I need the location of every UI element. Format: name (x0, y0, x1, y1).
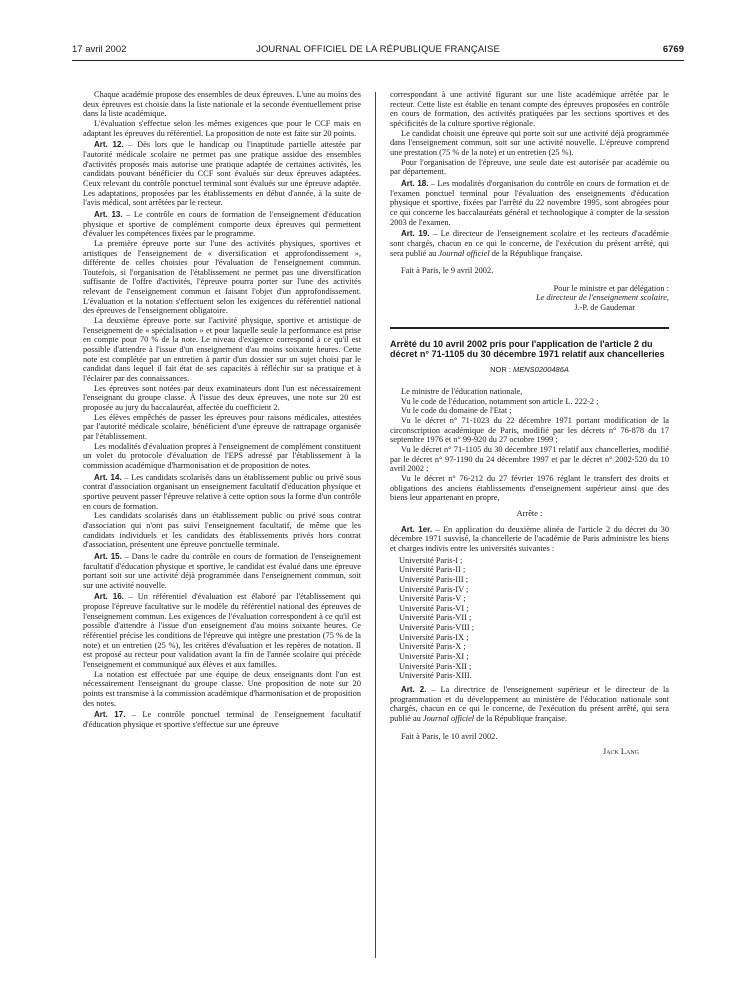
signature-minister: Jack Lang (602, 747, 639, 757)
page-number: 6769 (662, 44, 684, 55)
paragraph: Les élèves empêchés de passer les épreuves pour raisons médicales, attestées par l'autorité médicale scolaire, bénéficient d'une épreuve de rattrapage organisée par l'établissement. (83, 412, 361, 441)
list-item: Université Paris-I ; (399, 555, 463, 565)
article-14 (83, 473, 361, 512)
visa: Vu le code du domaine de l'Etat ; (401, 406, 512, 416)
paragraph: Pour l'organisation de l'épreuve, une seule date est autorisée par académie ou par département. (390, 157, 669, 177)
signature-delegation: Pour le ministre et par délégation : (553, 283, 669, 293)
header-date: 17 avril 2002 (72, 44, 127, 55)
article-1 (390, 525, 669, 554)
article-2 (390, 685, 669, 724)
nor-label: NOR : (490, 365, 514, 375)
page-header (72, 44, 684, 58)
journal-name: Journal officiel (422, 714, 475, 724)
header-rule (72, 60, 684, 61)
list-item: Université Paris-XI ; (399, 652, 469, 662)
signature-role: Le directeur de l'enseignement scolaire, (535, 293, 669, 303)
paragraph: La deuxième épreuve porte sur l'activité physique, sportive et artistique de l'enseignement de « spécialisation » et pour laquelle seule la performance est prise en compte pour 70 % de la note. Le niveau d'exigence correspond à ce qu'il est possible d'attendre à l'issue d'un enseignement d'au moins soixante heures. Cette note est complétée par un entretien à partir d'un dossier sur un sujet choisi par le candidat dans lequel il fait état de ses capacités à réfléchir sur sa pratique et à l'éclairer par des connaissances. (83, 316, 361, 384)
list-item: Université Paris-VIII ; (399, 623, 475, 633)
visa: Vu le décret n° 76-212 du 27 février 1976 réglant le transfert des droits et obligations des anciens établissements d'enseignement supérieur ainsi que des biens leur appartenant en propre, (390, 473, 669, 503)
paragraph: Les candidats scolarisés dans un établissement public ou privé sous contrat d'association qui n'ont pas suivi l'enseignement facultatif, de même que les candidats individuels et les candidats des établissements privés hors contrat d'association, présentent une épreuve ponctuelle terminale. (83, 511, 361, 550)
article-label: Art. 16. (94, 592, 124, 602)
article-15 (83, 552, 361, 591)
paragraph: La première épreuve porte sur l'une des activités physiques, sportives et artistiques de l'enseignement de « diversification et approfondissement », différente de celles choisies pour l'évaluation de l'enseignement commun. Toutefois, si l'organisation de l'établissement ne permet pas une diversification suffisante de l'offre d'activités, l'épreuve pourra porter sur l'une des activités relevant de l'enseignement commun et faisant l'objet d'un approfondissement. L'évaluation et la notation s'effectuent selon les exigences du référentiel national des épreuves de l'enseignement obligatoire. (83, 238, 361, 316)
list-item: Université Paris-X ; (399, 642, 466, 652)
article-text: – Les modalités d'organisation du contrôle en cours de formation et de l'examen ponctuel terminal pour l'évaluation des enseignements d'éducation physique et sportive, fixées par l'arrêté du 22 novembre 1995, sont abrogées pour ce qui concerne les baccalauréats général et technologique à compter de la session 2003 de l'examen. (390, 178, 669, 227)
article-text: – Le contrôle ponctuel terminal de l'enseignement facultatif d'éducation physique et sportive s'effectue sur une épreuve (83, 710, 361, 729)
article-label: Art. 1er. (401, 524, 433, 534)
list-item: Université Paris-VI ; (399, 603, 469, 613)
article-label: Art. 14. (94, 472, 122, 482)
list-item: Université Paris-IV ; (399, 584, 469, 594)
list-item: Université Paris-VII ; (399, 613, 472, 623)
paragraph: La notation est effectuée par une équipe de deux enseignants dont l'un est nécessairement l'enseignant du groupe classe. Une proposition de note sur 20 points est transmise à la commission académique d'harmonisation et de proposition des notes. (83, 669, 361, 708)
paragraph: Les épreuves sont notées par deux examinateurs dont l'un est nécessairement l'enseignant du groupe classe. À l'issue des deux épreuves, une note sur 20 est proposée au jury du baccalauréat, affectée du coefficient 2. (83, 383, 361, 412)
decree-title: Arrêté du 10 avril 2002 pris pour l'application de l'article 2 du décret n° 71-1105 du 30 décembre 1971 relatif aux chancelleries (390, 338, 665, 360)
paragraph: L'évaluation s'effectue selon les mêmes exigences que pour le CCF mais en adaptant les épreuves du référentiel. La proposition de note est faite sur 20 points. (83, 118, 361, 138)
article-text: – En application du deuxième alinéa de l'article 2 du décret du 30 décembre 1971 susvisé, la chancellerie de l'académie de Paris administre les biens et charges indivis entre les universités suivantes : (390, 524, 669, 553)
university-list (390, 556, 669, 682)
paragraph: Les modalités d'évaluation propres à l'enseignement de complément constituent un volet du protocole d'évaluation de l'EPS adressé par l'établissement à la commission académique d'harmonisation et de proposition de notes. (83, 441, 361, 470)
article-text: – Dès lors que le handicap ou l'inaptitude partielle attestée par l'autorité médicale scolaire ne permet pas une pratique assidue des ensembles d'activités proposés mais autorise une pratique adaptée de certaines activités, les candidats pouvant bénéficier du CCF sont évalués sur deux épreuves adaptées. Ceux relevant du contrôle ponctuel terminal sont évalués sur une épreuve adaptée. Les adaptations, proposées par les établissements en début d'année, à la suite de l'avis médical, sont arrêtées par le recteur. (83, 140, 362, 208)
article-label: Art. 17. (94, 710, 126, 720)
list-item: Université Paris-XII ; (399, 661, 472, 671)
paragraph: Chaque académie propose des ensembles de deux épreuves. L'une au moins des deux épreuves est choisie dans la liste nationale et la seconde éventuellement prise dans la liste académique. (83, 90, 361, 119)
paragraph: Le candidat choisit une épreuve qui porte soit sur une activité déjà programmée dans l'enseignement commun, soit sur une activité nouvelle. L'épreuve comprend une prestation (75 % de la note) et un entretien (25 %). (390, 128, 669, 157)
list-item: Université Paris-XIII. (399, 671, 472, 681)
list-item: Université Paris-V ; (399, 594, 466, 604)
header-title: JOURNAL OFFICIEL DE LA RÉPUBLIQUE FRANÇAISE (256, 44, 500, 55)
article-text: – La directrice de l'enseignement supérieur et le directeur de la programmation et du développement au ministère de l'éducation nationale sont chargés, chacun en ce qui le concerne, de l'exécution du présent arrêté, qui sera publié au (390, 685, 669, 724)
article-label: Art. 19. (401, 229, 430, 239)
paragraph: Le ministre de l'éducation nationale, (401, 387, 523, 397)
article-label: Art. 15. (94, 551, 122, 561)
visa: Vu le décret n° 71-1023 du 22 décembre 1971 portant modification de la circonscription académique de Paris, modifié par les décrets n° 76-878 du 17 septembre 1976 et n° 99-920 du 27 octobre 1999 ; (390, 416, 669, 445)
fait-a-paris: Fait à Paris, le 9 avril 2002. (401, 266, 494, 276)
article-label: Art. 18. (401, 178, 429, 188)
article-text: – Le directeur de l'enseignement scolaire et les recteurs d'académie sont chargés, chacun en ce qui le concerne, de l'exécution du présent arrêté, qui sera publié au (390, 229, 669, 258)
arrete-heading: Arrête : (516, 508, 543, 518)
article-16 (83, 592, 361, 669)
article-label: Art. 13. (94, 209, 123, 219)
signature-name: J.-P. de Gaudemar (574, 303, 635, 313)
article-text: – Un référentiel d'évaluation est élaboré par l'établissement qui propose l'épreuve facultative sur le modèle du référentiel national des épreuves de l'enseignement commun. Les exigences de l'évaluation correspondent à ce qu'il est possible d'attendre à l'issue d'un enseignement d'au moins soixante heures. Ce référentiel précise les conditions de l'épreuve qui intègre une prestation (75 % de la note) et un entretien (25 %), les critères d'évaluation et les repères de notation. Il est proposé au recteur pour validation avant la fin de l'année scolaire qui précède l'enseignement et communiqué aux élèves et aux familles. (83, 592, 361, 670)
journal-name: Journal officiel (438, 248, 490, 258)
article-text: – Les candidats scolarisés dans un établissement public ou privé sous contrat d'association organisant un enseignement facultatif d'éducation physique et sportive peuvent passer l'épreuve relative à cette option sous la forme d'un contrôle en cours de formation. (83, 472, 361, 511)
list-item: Université Paris-IX ; (399, 632, 469, 642)
article-label: Art. 2. (401, 685, 427, 695)
article-18 (390, 179, 669, 227)
article-text: de la République française. (489, 248, 583, 258)
left-column (83, 90, 361, 730)
nor-code: MENS0200486A (513, 365, 569, 375)
article-19 (390, 229, 669, 258)
list-item: Université Paris-III ; (399, 574, 469, 584)
article-text: de la République française. (474, 714, 568, 724)
list-item: Université Paris-II ; (399, 565, 466, 575)
paragraph: correspondant à une activité figurant sur une liste académique arrêtée par le recteur. Cette liste est établie en tenant compte des épreuves proposées en contrôle en cours de formation, des activités pratiquées par les sections sportives et des spécificités de la culture sportive régionale. (390, 90, 669, 128)
fait-a-paris: Fait à Paris, le 10 avril 2002. (401, 731, 498, 741)
visa: Vu le décret n° 71-1105 du 30 décembre 1971 relatif aux chancelleries, modifié par le décret n° 97-1190 du 24 décembre 1997 et par le décret n° 2002-520 du 10 avril 2002 ; (390, 444, 669, 474)
decree-separator (390, 327, 669, 329)
article-text: – Dans le cadre du contrôle en cours de formation de l'enseignement facultatif d'éducation physique et sportive, le candidat est évalué dans une épreuve portant soit sur une activité déjà programmée dans l'enseignement commun, soit sur une activité nouvelle. (83, 551, 361, 590)
article-17 (83, 710, 361, 729)
article-label: Art. 12. (94, 140, 124, 150)
article-13 (83, 210, 361, 239)
right-column (390, 90, 669, 757)
column-divider (375, 92, 376, 958)
visa: Vu le code de l'éducation, notamment son article L. 222-2 ; (401, 396, 599, 406)
nor-reference (390, 365, 669, 375)
article-text: – Le contrôle en cours de formation de l'enseignement d'éducation physique et sportive de complément comporte deux épreuves qui permettent d'évaluer les compétences fixées par le programme. (83, 209, 361, 239)
article-12 (83, 140, 361, 208)
